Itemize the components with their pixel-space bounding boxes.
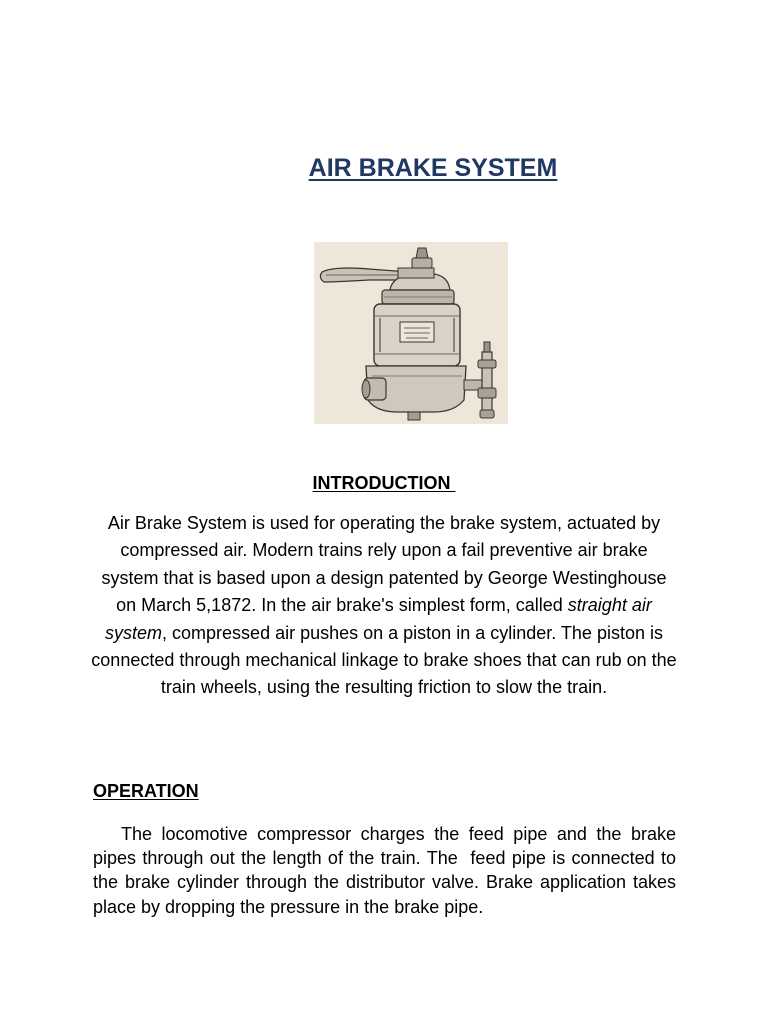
introduction-text-start: Air Brake System is used for operating the brake system, actuated by compressed air. Modern trains rely upon a fail preventive air brake system that is based upon a design patented by George Westinghouse on March 5,1872. In the air brake's simplest form, called xyxy=(101,513,667,616)
air-brake-valve-illustration xyxy=(314,242,508,424)
straight-air-system-term: straight air system xyxy=(105,595,652,643)
operation-heading: OPERATION xyxy=(93,781,199,801)
page-title-text: AIR BRAKE SYSTEM xyxy=(308,154,558,182)
operation-paragraph: The locomotive compressor charges the feed pipe and the brake pipes through out the length of the train. The feed pipe is connected to the brake cylinder through the distributor valve. Brake application takes place by dropping the pressure in the brake pipe. xyxy=(93,824,682,917)
introduction-paragraph xyxy=(90,510,678,702)
introduction-heading xyxy=(0,472,768,494)
introduction-heading-text: INTRODUCTION xyxy=(312,473,456,493)
introduction-text-end: , compressed air pushes on a piston in a cylinder. The piston is connected through mechanical linkage to brake shoes that can rub on the train wheels, using the resulting friction to slow the train. xyxy=(91,622,677,698)
page-title xyxy=(0,152,768,184)
